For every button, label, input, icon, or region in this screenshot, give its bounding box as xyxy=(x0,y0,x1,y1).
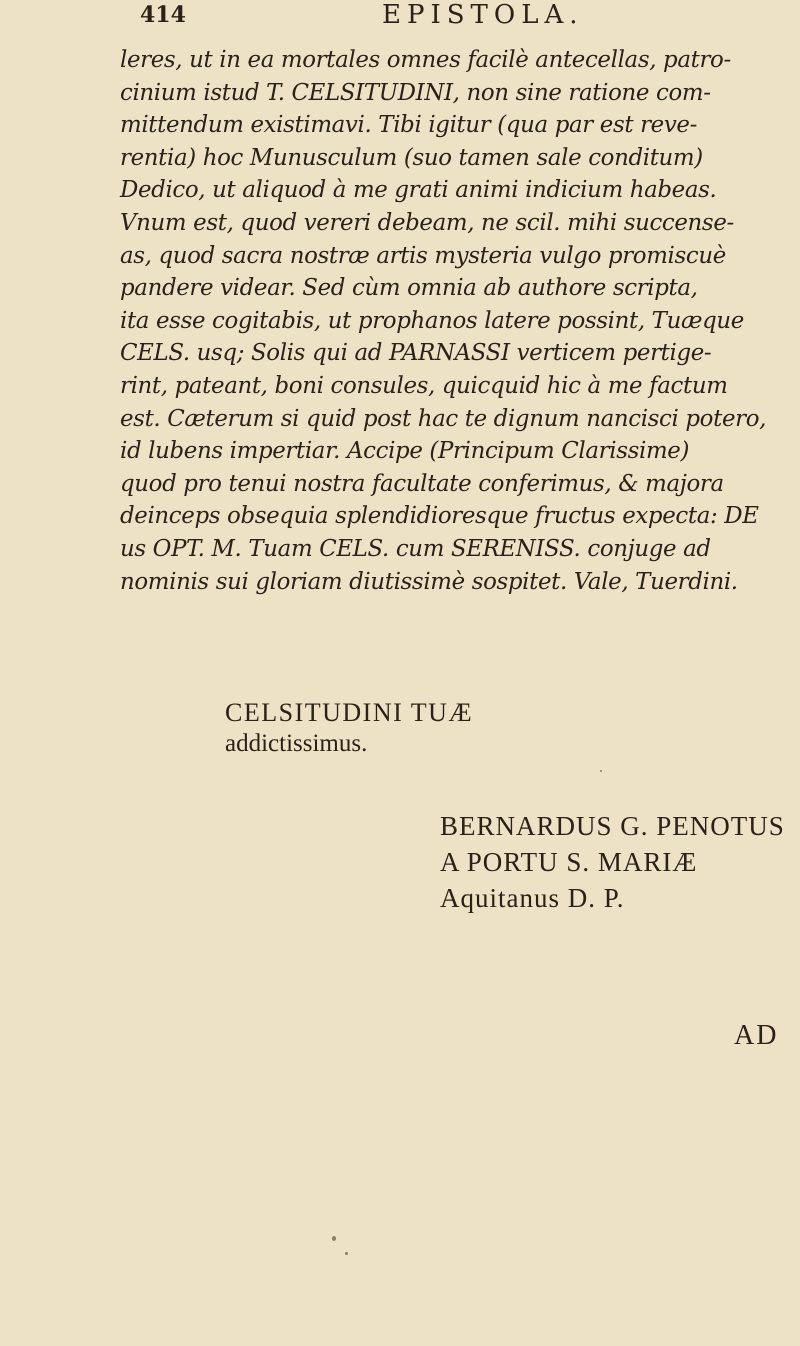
body-line: Dedico, ut aliquod à me grati animi indicium habeas. xyxy=(120,177,717,204)
body-line: CELS. usq; Solis qui ad PARNASSI verticem pertige- xyxy=(120,340,712,367)
page-number: 414 xyxy=(140,2,186,28)
body-line: cinium istud T. CELSITUDINI, non sine ratione com- xyxy=(120,79,711,106)
closing-line-2: addictissimus. xyxy=(225,730,368,757)
body-line: id lubens impertiar. Accipe (Principum Clarissime) xyxy=(120,438,690,465)
body-line: pandere videar. Sed cùm omnia ab authore scripta, xyxy=(120,275,698,302)
signature-origin: A PORTU S. MARIÆ xyxy=(440,847,698,877)
paper-speck xyxy=(345,1252,348,1255)
catchword: AD xyxy=(734,1020,779,1051)
body-line: deinceps obsequia splendidioresque fructus expecta: DE xyxy=(120,503,759,530)
letter-body xyxy=(120,44,796,598)
body-line: rentia) hoc Munusculum (suo tamen sale conditum) xyxy=(120,144,703,171)
body-line: est. Cæterum si quid post hac te dignum nancisci potero, xyxy=(120,405,767,432)
signature-region: Aquitanus D. P. xyxy=(440,883,625,913)
body-line: ita esse cogitabis, ut prophanos latere possint, Tuæque xyxy=(120,307,744,334)
page-header xyxy=(0,0,800,40)
closing-salutation xyxy=(225,698,473,758)
paper-speck xyxy=(600,770,602,772)
signature-block xyxy=(440,808,785,916)
body-line: leres, ut in ea mortales omnes facilè antecellas, patro- xyxy=(120,47,731,73)
signature-name: BERNARDUS G. PENOTUS xyxy=(440,811,785,841)
body-line: mittendum existimavi. Tibi igitur (qua par est reve- xyxy=(120,112,698,139)
body-line: Vnum est, quod vereri debeam, ne scil. mihi succense- xyxy=(120,209,734,236)
running-head: EPISTOLA. xyxy=(382,0,584,30)
body-line: quod pro tenui nostra facultate conferimus, & majora xyxy=(120,470,724,497)
body-line: as, quod sacra nostræ artis mysteria vulgo promiscuè xyxy=(120,242,726,269)
body-line: nominis sui gloriam diutissimè sospitet. Vale, Tuerdini. xyxy=(120,568,738,595)
closing-line-1: CELSITUDINI TUÆ xyxy=(225,698,474,727)
body-line: us OPT. M. Tuam CELS. cum SERENISS. conjuge ad xyxy=(120,535,711,562)
body-line: rint, pateant, boni consules, quicquid hic à me factum xyxy=(120,372,728,399)
paper-speck xyxy=(332,1236,336,1241)
